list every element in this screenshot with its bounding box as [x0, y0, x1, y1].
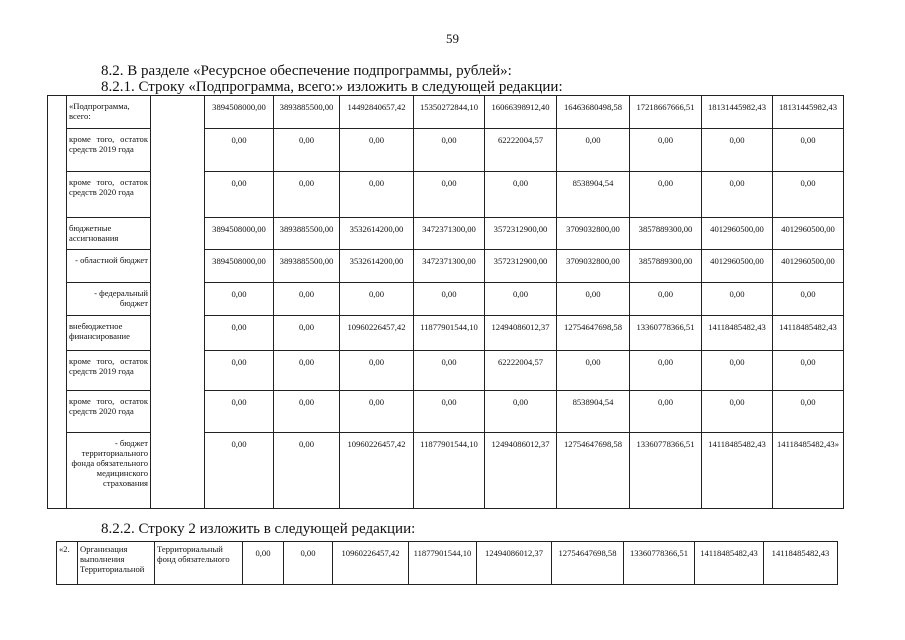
- value-cell: 18131445982,43: [702, 96, 773, 129]
- value-cell: 0,00: [414, 351, 485, 391]
- value-cell: 0,00: [557, 283, 630, 316]
- value-cell: 13360778366,51: [630, 316, 702, 351]
- empty-number-cell: [48, 96, 67, 509]
- value-cell: 12494086012,37: [485, 316, 557, 351]
- value-cell: 0,00: [702, 351, 773, 391]
- value-cell: 11877901544,10: [414, 316, 485, 351]
- row-label: кроме того, остаток средств 2020 года: [67, 391, 151, 433]
- row-label: - бюджет территориального фонда обязательного медицинского страхования: [67, 433, 151, 509]
- row-number: «2.: [57, 542, 78, 585]
- subsection-heading-1: 8.2.1. Строку «Подпрограмма, всего:» изложить в следующей редакции:: [101, 79, 563, 95]
- value-cell: 0,00: [205, 391, 274, 433]
- value-cell: 12754647698,58: [557, 433, 630, 509]
- value-cell: 3893885500,00: [274, 218, 340, 250]
- value-cell: 0,00: [205, 172, 274, 218]
- value-cell: 0,00: [485, 391, 557, 433]
- value-cell: 3893885500,00: [274, 96, 340, 129]
- value-cell: 0,00: [630, 351, 702, 391]
- value-cell: 0,00: [557, 351, 630, 391]
- value-cell: 14118485482,43: [773, 316, 844, 351]
- value-cell: 0,00: [274, 129, 340, 172]
- value-cell: 0,00: [274, 391, 340, 433]
- value-cell: 10960226457,42: [340, 316, 414, 351]
- value-cell: 0,00: [205, 129, 274, 172]
- value-cell: 0,00: [485, 283, 557, 316]
- row-label: - федеральный бюджет: [67, 283, 151, 316]
- row-label: - областной бюджет: [67, 250, 151, 283]
- row-label: кроме того, остаток средств 2020 года: [67, 172, 151, 218]
- value-cell: 12494086012,37: [485, 433, 557, 509]
- value-cell: 0,00: [340, 391, 414, 433]
- value-cell: 18131445982,43: [773, 96, 844, 129]
- value-cell: 0,00: [205, 433, 274, 509]
- value-cell: 12754647698,58: [552, 542, 624, 585]
- empty-source-cell: [151, 96, 205, 509]
- value-cell: 0,00: [702, 283, 773, 316]
- value-cell: 3894508000,00: [205, 96, 274, 129]
- value-cell: 3857889300,00: [630, 218, 702, 250]
- value-cell: 10960226457,42: [340, 433, 414, 509]
- value-cell: 0,00: [274, 316, 340, 351]
- subsection-heading-2: 8.2.2. Строку 2 изложить в следующей редакции:: [101, 521, 416, 537]
- value-cell: 3472371300,00: [414, 250, 485, 283]
- value-cell: 12754647698,58: [557, 316, 630, 351]
- value-cell: 0,00: [414, 391, 485, 433]
- value-cell: 4012960500,00: [702, 250, 773, 283]
- value-cell: 0,00: [485, 172, 557, 218]
- value-cell: 0,00: [243, 542, 284, 585]
- value-cell: 0,00: [340, 172, 414, 218]
- row-label: внебюджетное финансирование: [67, 316, 151, 351]
- value-cell: 8538904,54: [557, 172, 630, 218]
- value-cell: 62222004,57: [485, 129, 557, 172]
- row-label: бюджетные ассигнования: [67, 218, 151, 250]
- value-cell: 3472371300,00: [414, 218, 485, 250]
- row-label: кроме того, остаток средств 2019 года: [67, 129, 151, 172]
- value-cell: 4012960500,00: [702, 218, 773, 250]
- value-cell: 0,00: [274, 283, 340, 316]
- value-cell: 0,00: [340, 129, 414, 172]
- value-cell: 0,00: [702, 391, 773, 433]
- value-cell: 0,00: [284, 542, 333, 585]
- value-cell: 14118485482,43: [764, 542, 838, 585]
- value-cell: 14492840657,42: [340, 96, 414, 129]
- value-cell: 3532614200,00: [340, 250, 414, 283]
- value-cell: 0,00: [773, 351, 844, 391]
- value-cell: 17218667666,51: [630, 96, 702, 129]
- value-cell: 12494086012,37: [477, 542, 552, 585]
- value-cell: 0,00: [205, 316, 274, 351]
- value-cell: 13360778366,51: [624, 542, 695, 585]
- value-cell: 0,00: [557, 129, 630, 172]
- table-row: [57, 542, 838, 585]
- value-cell: 0,00: [773, 172, 844, 218]
- value-cell: 4012960500,00: [773, 250, 844, 283]
- value-cell: 3572312900,00: [485, 250, 557, 283]
- value-cell: 4012960500,00: [773, 218, 844, 250]
- table-row: [48, 96, 844, 129]
- value-cell: 0,00: [274, 433, 340, 509]
- row-source: Территориальный фонд обязательного: [155, 542, 243, 585]
- value-cell: 3709032800,00: [557, 250, 630, 283]
- value-cell: 10960226457,42: [333, 542, 409, 585]
- value-cell: 3572312900,00: [485, 218, 557, 250]
- value-cell: 0,00: [630, 172, 702, 218]
- value-cell: 3857889300,00: [630, 250, 702, 283]
- value-cell: 11877901544,10: [414, 433, 485, 509]
- subprogram-funding-table: [47, 95, 844, 509]
- value-cell: 0,00: [205, 283, 274, 316]
- value-cell: 62222004,57: [485, 351, 557, 391]
- value-cell: 14118485482,43»: [773, 433, 844, 509]
- value-cell: 3894508000,00: [205, 250, 274, 283]
- value-cell: 14118485482,43: [695, 542, 764, 585]
- value-cell: 0,00: [702, 129, 773, 172]
- value-cell: 0,00: [773, 129, 844, 172]
- row-name: Организация выполнения Территориальной: [78, 542, 155, 585]
- value-cell: 3532614200,00: [340, 218, 414, 250]
- value-cell: 0,00: [414, 129, 485, 172]
- row-label: кроме того, остаток средств 2019 года: [67, 351, 151, 391]
- value-cell: 0,00: [274, 351, 340, 391]
- row-label: «Подпрограмма, всего:: [67, 96, 151, 129]
- value-cell: 0,00: [630, 129, 702, 172]
- value-cell: 14118485482,43: [702, 316, 773, 351]
- value-cell: 0,00: [414, 172, 485, 218]
- table-body: [48, 96, 844, 509]
- value-cell: 0,00: [630, 391, 702, 433]
- value-cell: 0,00: [205, 351, 274, 391]
- value-cell: 0,00: [414, 283, 485, 316]
- value-cell: 0,00: [773, 391, 844, 433]
- value-cell: 0,00: [630, 283, 702, 316]
- value-cell: 13360778366,51: [630, 433, 702, 509]
- section-heading: 8.2. В разделе «Ресурсное обеспечение подпрограммы, рублей»:: [101, 63, 512, 79]
- value-cell: 15350272844,10: [414, 96, 485, 129]
- value-cell: 3894508000,00: [205, 218, 274, 250]
- value-cell: 14118485482,43: [702, 433, 773, 509]
- value-cell: 0,00: [702, 172, 773, 218]
- value-cell: 3893885500,00: [274, 250, 340, 283]
- value-cell: 3709032800,00: [557, 218, 630, 250]
- value-cell: 11877901544,10: [409, 542, 477, 585]
- value-cell: 0,00: [340, 351, 414, 391]
- row-2-table: [56, 541, 838, 585]
- value-cell: 16066398912,40: [485, 96, 557, 129]
- value-cell: 16463680498,58: [557, 96, 630, 129]
- value-cell: 0,00: [274, 172, 340, 218]
- page-number: 59: [446, 31, 459, 46]
- value-cell: 0,00: [340, 283, 414, 316]
- value-cell: 8538904,54: [557, 391, 630, 433]
- value-cell: 0,00: [773, 283, 844, 316]
